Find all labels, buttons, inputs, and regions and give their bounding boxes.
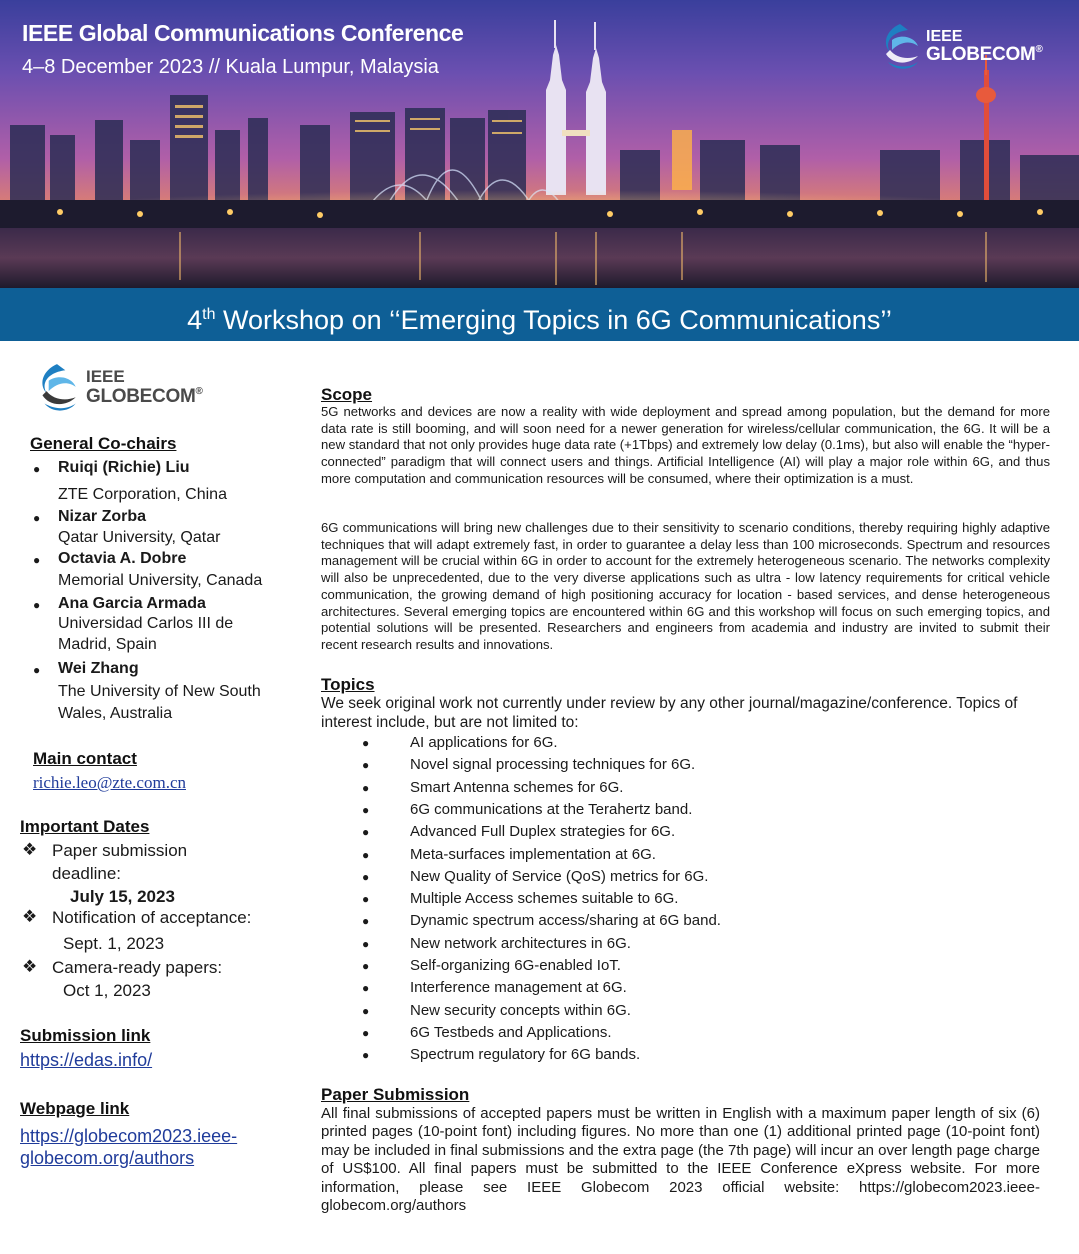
workshop-title: Workshop on ‘‘Emerging Topics in 6G Communications’’ xyxy=(215,305,892,335)
paper-submission-heading: Paper Submission xyxy=(321,1085,470,1104)
webpage-link[interactable]: globecom.org/authors xyxy=(20,1148,195,1168)
date-label: Notification of acceptance: xyxy=(52,908,252,927)
scope-paragraph-1: 5G networks and devices are now a reality with wide deployment and spread among population, but the demand for more data rate is still booming, and will soon need for a newer generation for wireless/cellular communication, the 6G. It will be a new standard that not only provides huge data rate (+1Tbps) and extremely low delay (0.1ms), but also will enable the “hyper-connected” paradigm that will connect users and things. Artificial Intelligence (AI) will play a major role within 6G, and thus more computation and communication resources will be consumed, where their optimization is a must. xyxy=(321,404,1050,486)
chair-affiliation: Memorial University, Canada xyxy=(58,572,263,589)
webpage-link[interactable]: https://globecom2023.ieee- xyxy=(20,1126,238,1146)
bullet-icon: ● xyxy=(362,936,370,951)
chair-name: Ruiqi (Richie) Liu xyxy=(58,459,190,476)
topic-item: New security concepts within 6G. xyxy=(410,1001,631,1019)
topic-item: Dynamic spectrum access/sharing at 6G band. xyxy=(410,912,721,930)
bullet-icon: ● xyxy=(362,1048,370,1063)
scope-heading: Scope xyxy=(321,385,373,404)
logo-globecom-text: GLOBECOM® xyxy=(86,386,203,407)
bullet-icon: ● xyxy=(362,736,370,750)
date-value: Oct 1, 2023 xyxy=(63,981,151,1000)
topic-item: Spectrum regulatory for 6G bands. xyxy=(410,1046,641,1064)
bullet-icon: ● xyxy=(362,1025,370,1040)
general-cochairs-heading: General Co-chairs xyxy=(30,434,177,453)
topic-item: Novel signal processing techniques for 6G. xyxy=(410,756,696,774)
logo-ieee-text: IEEE xyxy=(926,28,963,45)
globecom-logo xyxy=(878,22,1053,78)
topic-item: Multiple Access schemes suitable to 6G. xyxy=(410,890,679,908)
bullet-icon: ● xyxy=(362,1003,370,1018)
contact-email-link[interactable]: richie.leo@zte.com.cn xyxy=(33,773,186,792)
bullet-icon: ● xyxy=(33,462,41,476)
chair-affiliation: Madrid, Spain xyxy=(58,636,157,653)
globecom-swirl-icon xyxy=(34,362,80,416)
submission-link-heading: Submission link xyxy=(20,1026,151,1045)
conference-title: IEEE Global Communications Conference xyxy=(22,20,464,46)
date-label: deadline: xyxy=(52,864,122,883)
bullet-icon: ● xyxy=(33,663,41,677)
bullet-icon: ● xyxy=(362,780,370,795)
diamond-bullet-icon: ❖ xyxy=(22,907,38,926)
bullet-icon: ● xyxy=(362,981,370,996)
webpage-link-heading: Webpage link xyxy=(20,1099,130,1118)
submission-link[interactable]: https://edas.info/ xyxy=(20,1050,153,1070)
workshop-ordinal-suffix: th xyxy=(202,306,216,323)
workshop-title-bar xyxy=(0,288,1079,341)
topic-item: AI applications for 6G. xyxy=(410,734,558,751)
main-contact-heading: Main contact xyxy=(33,749,137,768)
topic-item: Interference management at 6G. xyxy=(410,979,627,997)
bullet-icon: ● xyxy=(362,825,370,840)
chair-affiliation: Universidad Carlos III de xyxy=(58,615,234,632)
date-label: Camera-ready papers: xyxy=(52,958,223,977)
important-dates-heading: Important Dates xyxy=(20,817,150,836)
conference-banner xyxy=(0,0,1079,288)
logo-globecom-text: GLOBECOM® xyxy=(926,44,1043,65)
chair-affiliation: ZTE Corporation, China xyxy=(58,486,227,503)
topic-item: New network architectures in 6G. xyxy=(410,934,631,952)
bullet-icon: ● xyxy=(362,847,370,862)
topic-item: 6G Testbeds and Applications. xyxy=(410,1023,612,1041)
bullet-icon: ● xyxy=(33,598,41,612)
chair-name: Ana Garcia Armada xyxy=(58,595,206,612)
chair-affiliation: Qatar University, Qatar xyxy=(58,529,221,546)
bullet-icon: ● xyxy=(33,511,41,525)
bullet-icon: ● xyxy=(362,869,370,884)
topic-item: Self-organizing 6G-enabled IoT. xyxy=(410,957,621,974)
bullet-icon: ● xyxy=(33,553,41,567)
paper-submission-text: All final submissions of accepted papers must be written in English with a maximum paper length of six (6) printed pages (10-point font) including figures. No more than one (1) additional printed page (10-point font) may be included in final submissions and the extra page (the 7th page) will incur an over length page charge of US$100. All final papers must be submitted to the IEEE Conference eXpress website. For more information, please see IEEE Globecom 2023 official website: https://globecom2023.ieee-globecom.org/authors xyxy=(321,1105,1040,1215)
bullet-icon: ● xyxy=(362,959,370,973)
sidebar-globecom-logo xyxy=(34,362,224,414)
topic-item: Smart Antenna schemes for 6G. xyxy=(410,778,624,796)
topic-item: 6G communications at the Terahertz band. xyxy=(410,800,693,818)
bullet-icon: ● xyxy=(362,914,370,929)
bullet-icon: ● xyxy=(362,802,370,817)
topic-item: Meta-surfaces implementation at 6G. xyxy=(410,845,656,863)
globecom-swirl-icon xyxy=(878,22,922,74)
date-label: Paper submission xyxy=(52,841,188,860)
diamond-bullet-icon: ❖ xyxy=(22,957,38,976)
date-value: July 15, 2023 xyxy=(70,887,175,906)
topics-intro: We seek original work not currently under review by any other journal/magazine/conference. Topics of interest include, but are not limited to: xyxy=(321,695,1018,731)
date-value: Sept. 1, 2023 xyxy=(63,934,165,953)
topic-item: New Quality of Service (QoS) metrics for 6G. xyxy=(410,867,709,885)
scope-paragraph-2: 6G communications will bring new challenges due to their sensitivity to scenario conditions, thereby requiring highly adaptive techniques that will adapt extremely fast, in order to guarantee a delay less than 100 microseconds. Spectrum and resources management will be crucial within 6G in order to account for the extremely heterogeneous scenario. The networks complexity will also be unprecedented, due to the very diverse applications such as ultra - low latency requirements for critical vehicle communication, the growing demand of high positioning accuracy for location - based services, and dense heterogeneous architectures. Several emerging topics are encountered within 6G and this workshop will focus on such emerging topics, and potential solutions will be presented. Researchers and engineers from academia and industry are invited to submit their recent research results and innovations. xyxy=(321,520,1050,652)
chair-affiliation: Wales, Australia xyxy=(58,705,173,722)
chair-name: Nizar Zorba xyxy=(58,508,147,525)
chair-affiliation: The University of New South xyxy=(58,683,261,700)
bullet-icon: ● xyxy=(362,892,370,907)
chair-name: Octavia A. Dobre xyxy=(58,550,187,567)
conference-dates-location: 4–8 December 2023 // Kuala Lumpur, Malaysia xyxy=(22,56,439,78)
topic-item: Advanced Full Duplex strategies for 6G. xyxy=(410,823,676,841)
bullet-icon: ● xyxy=(362,758,370,773)
workshop-ordinal: 4 xyxy=(187,305,203,335)
chair-name: Wei Zhang xyxy=(58,660,139,677)
topics-heading: Topics xyxy=(321,675,375,694)
diamond-bullet-icon: ❖ xyxy=(22,840,38,859)
logo-ieee-text: IEEE xyxy=(86,367,125,386)
